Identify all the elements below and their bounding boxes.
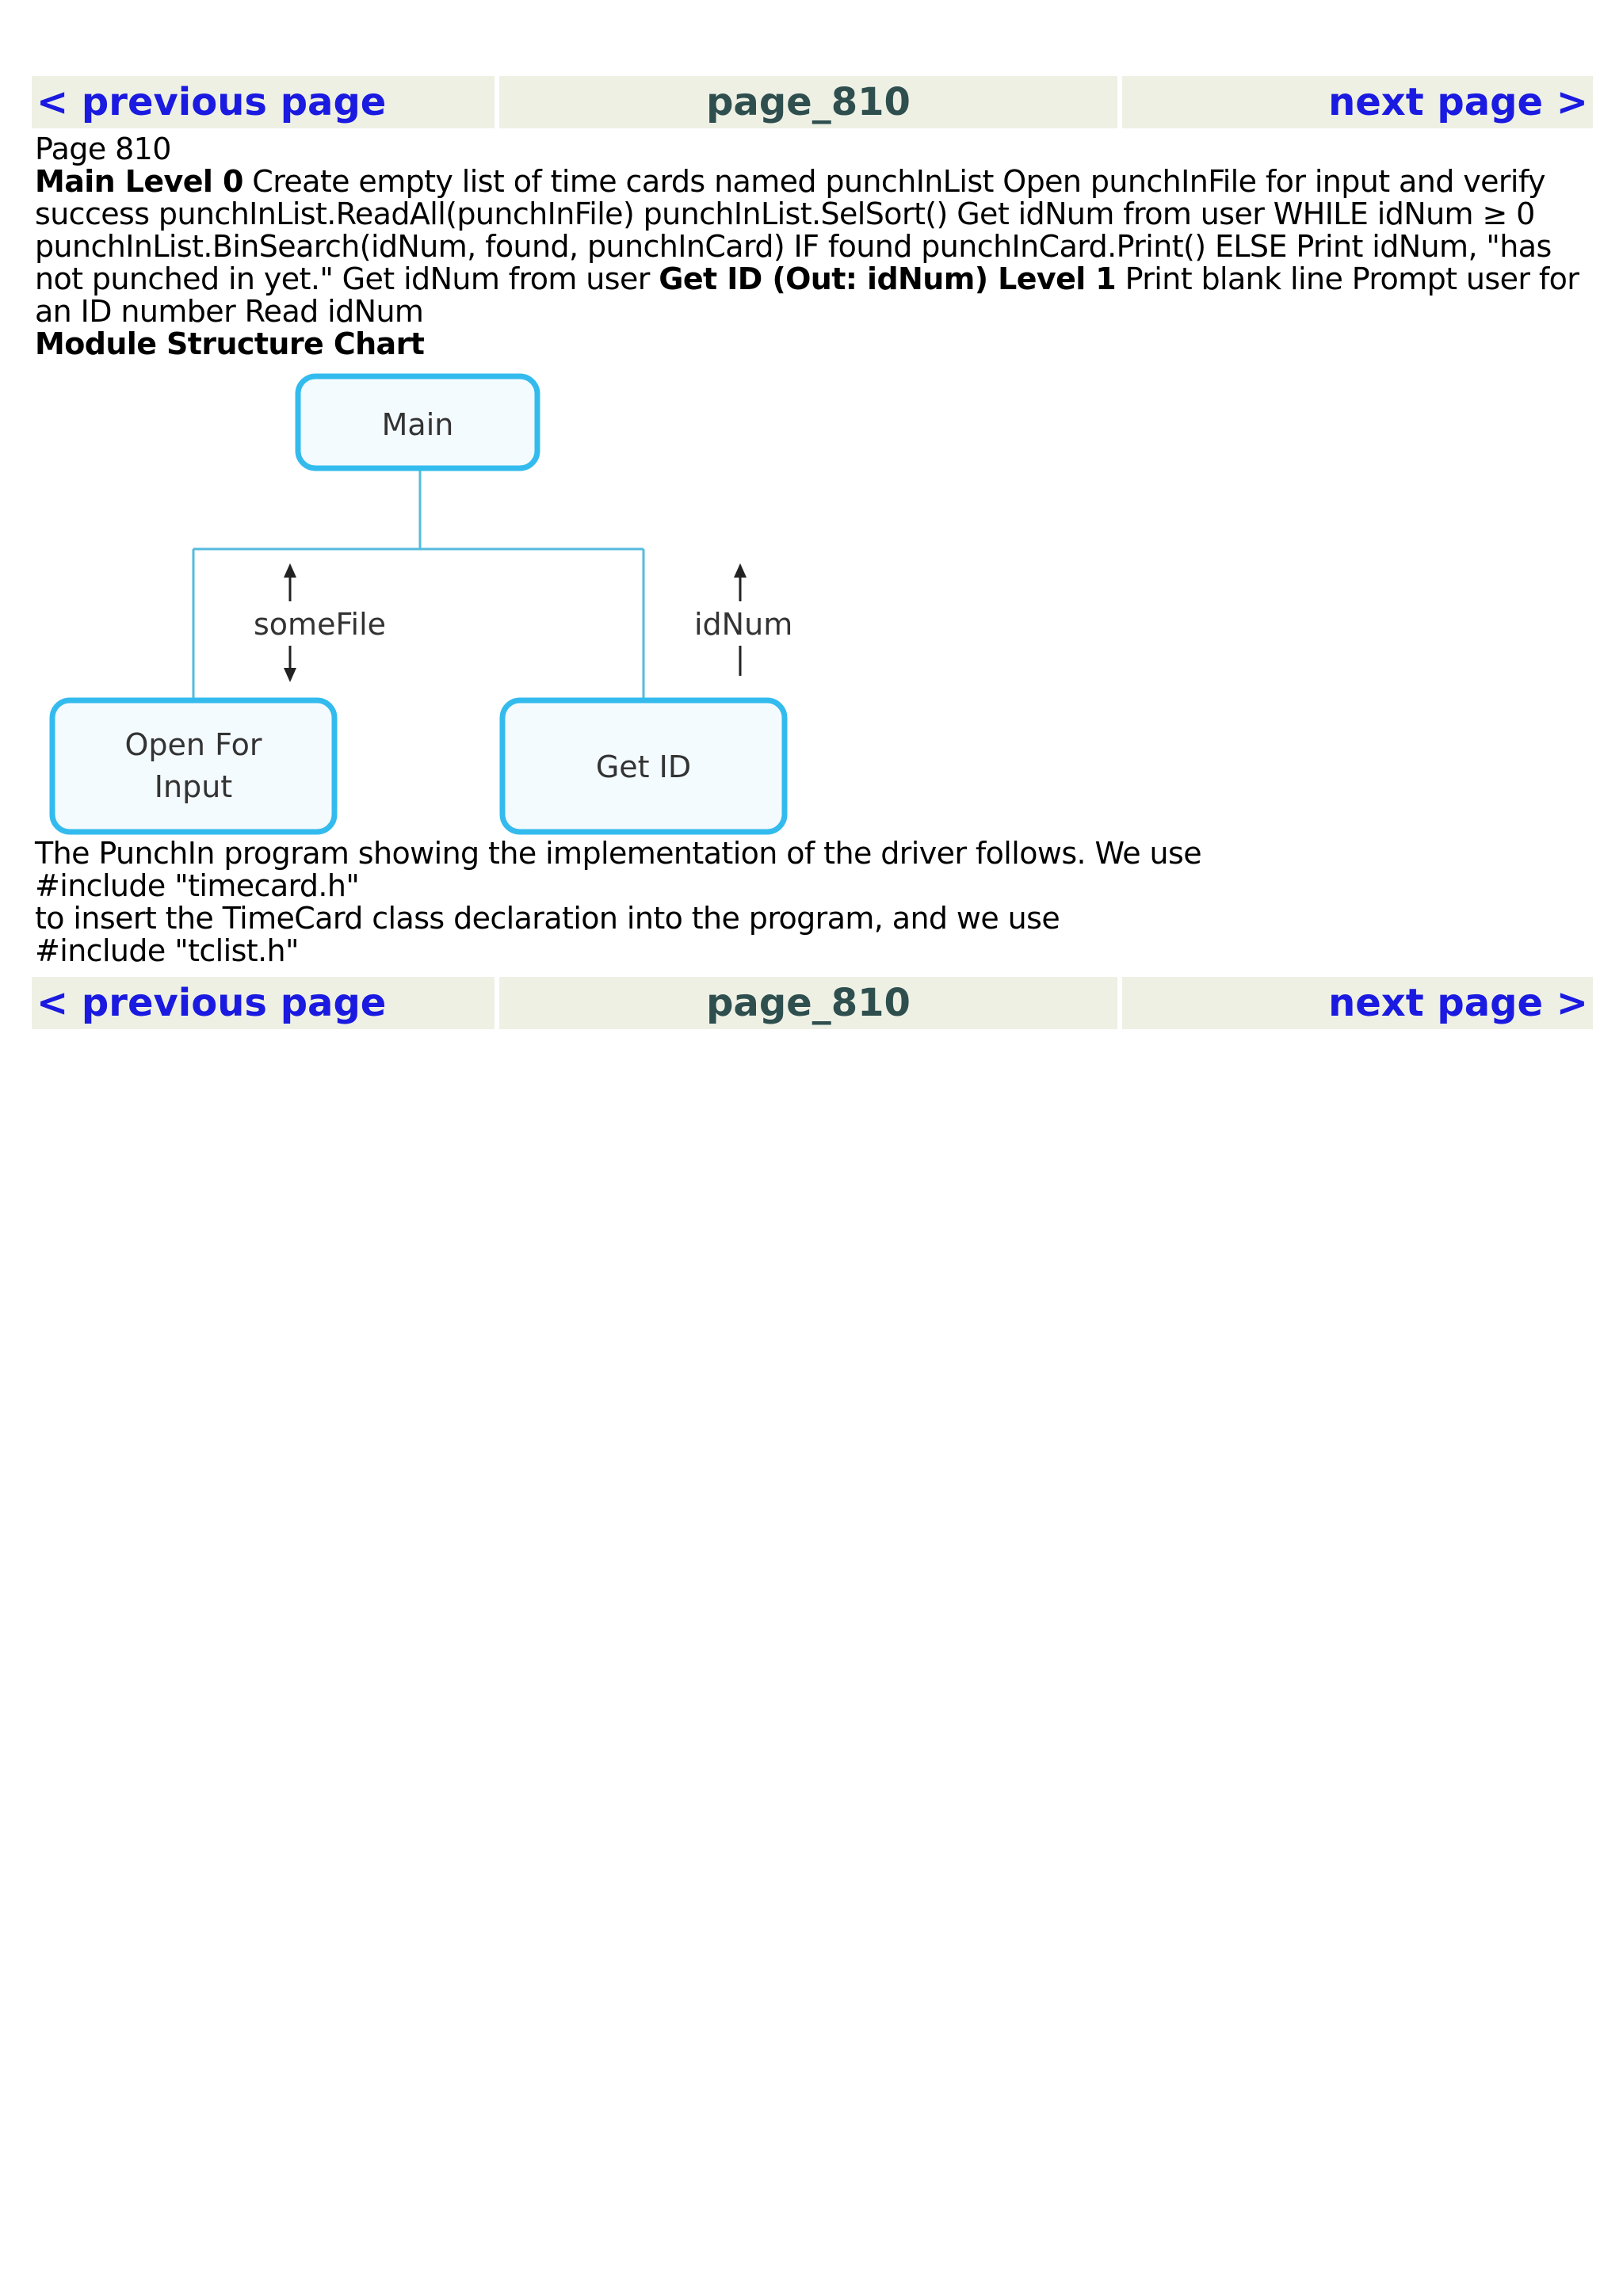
- paragraph-2: to insert the TimeCard class declaration into the program, and we use: [35, 901, 1060, 936]
- open-for-input-label-line2: Input: [154, 769, 233, 804]
- algorithm-text: [35, 166, 1588, 328]
- idnum-up-arrow-icon: [734, 563, 747, 578]
- main-level-text: Create empty list of time cards named punchInList Open punchInFile for input and verify success punchInList.ReadAll(punchInFile) punchInList.SelSort() Get idNum from user WHILE idNum ≥ 0 punchInList.BinSearch(idNum, found, punchInCard) IF found punchInCard.Print() ELSE Print idNum, "has not punched in yet." Get idNum from user: [35, 164, 1552, 296]
- chart-heading: [35, 328, 1588, 360]
- page-number-text: Page 810: [35, 132, 171, 166]
- module-structure-chart: [44, 372, 793, 831]
- previous-page-link[interactable]: < previous page: [32, 76, 495, 128]
- somefile-parameter: [254, 563, 386, 682]
- page-container: [32, 76, 1593, 1029]
- top-navbar: [32, 76, 1593, 128]
- idnum-label: idNum: [694, 607, 793, 642]
- main-level-heading: Main Level 0: [35, 164, 243, 199]
- getid-level-heading: Get ID (Out: idNum) Level 1: [659, 261, 1117, 296]
- chart-heading-text: Module Structure Chart: [35, 326, 425, 361]
- open-for-input-label-line1: Open For: [124, 727, 262, 762]
- open-for-input-box: [52, 700, 334, 832]
- include-timecard: #include "timecard.h": [35, 868, 360, 903]
- main-module-box: [298, 376, 537, 468]
- next-page-link-bottom[interactable]: next page >: [1122, 977, 1593, 1029]
- page-indicator: page_810: [499, 76, 1117, 128]
- page-indicator-bottom: page_810: [499, 977, 1117, 1029]
- next-page-link[interactable]: next page >: [1122, 76, 1593, 128]
- somefile-up-arrow-icon: [284, 563, 296, 578]
- include-tclist: #include "tclist.h": [35, 933, 299, 968]
- get-id-box: [502, 700, 785, 832]
- main-module-label: Main: [381, 407, 454, 442]
- post-chart-text: [35, 837, 1593, 967]
- idnum-parameter: [694, 563, 792, 676]
- bottom-navbar: [32, 977, 1593, 1029]
- previous-page-link-bottom[interactable]: < previous page: [32, 977, 495, 1029]
- somefile-label: someFile: [254, 607, 387, 642]
- paragraph-1: The PunchIn program showing the implementation of the driver follows. We use: [35, 836, 1201, 871]
- get-id-label: Get ID: [595, 749, 692, 784]
- page-body: [35, 133, 1588, 360]
- getid-level-text: Print blank line Prompt user for an ID number Read idNum: [35, 261, 1579, 329]
- somefile-down-arrow-icon: [284, 668, 296, 682]
